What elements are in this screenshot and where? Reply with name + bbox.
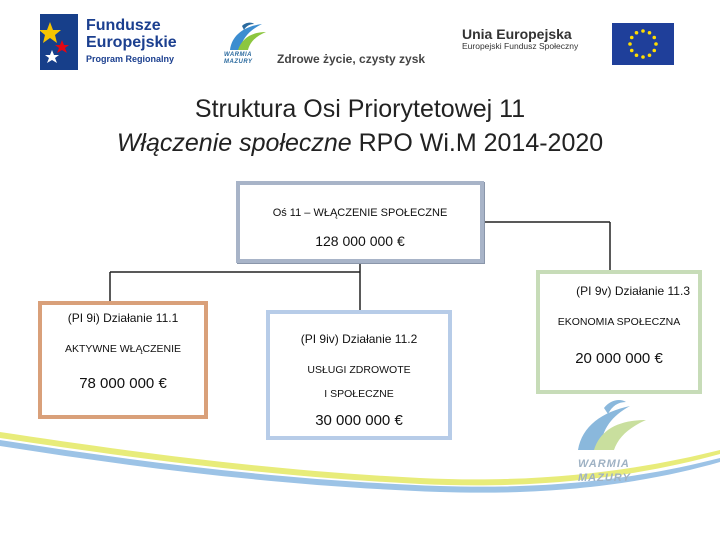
title-rest-part: RPO Wi.M 2014-2020 (351, 129, 604, 157)
title-italic-part: Włączenie społeczne (116, 129, 352, 157)
footer-logo-line1: WARMIA (578, 458, 630, 470)
axis-amount: 128 000 000 € (315, 233, 405, 249)
fe-logo-line1: Fundusze (86, 17, 161, 34)
fe-logo-line2: Europejskie (86, 33, 177, 51)
axis-label: Oś 11 – WŁĄCZENIE SPOŁECZNE (272, 207, 448, 219)
action-11-2-name-line2: I SPOŁECZNE (324, 388, 394, 400)
wave-swirl-large-icon (568, 398, 658, 454)
wm-small-line2: MAZURY (224, 58, 253, 65)
action-11-1-name: AKTYWNE WŁĄCZENIE (64, 343, 182, 355)
action-11-2-amount: 30 000 000 € (315, 412, 403, 429)
action-11-3-amount: 20 000 000 € (575, 350, 663, 367)
fe-logo-line3: Program Regionalny (86, 53, 175, 64)
axis-main-box (236, 181, 484, 263)
wm-small-line1: WARMIA (224, 52, 252, 58)
ue-logo-line2: Europejski Fundusz Społeczny (462, 41, 579, 52)
page-title-line1: Struktura Osi Priorytetowej 11 (194, 95, 526, 123)
action-11-3-code: (PI 9v) Działanie 11.3 (576, 284, 690, 298)
action-11-1-box (38, 301, 208, 419)
action-11-3-box (536, 270, 702, 394)
action-11-1-amount: 78 000 000 € (79, 375, 167, 392)
footer-logo-line2: MAZURY (578, 472, 631, 484)
ue-logo-line1: Unia Europejska (462, 26, 572, 42)
slogan: Zdrowe życie, czysty zysk (277, 52, 426, 66)
action-11-1-code: (PI 9i) Działanie 11.1 (67, 311, 179, 325)
action-11-2-code: (PI 9iv) Działanie 11.2 (300, 332, 418, 346)
action-11-3-name: EKONOMIA SPOŁECZNA (557, 316, 681, 328)
action-11-2-name-line1: USŁUGI ZDROWOTE (307, 364, 411, 376)
warmia-mazury-footer-logo (568, 398, 658, 488)
